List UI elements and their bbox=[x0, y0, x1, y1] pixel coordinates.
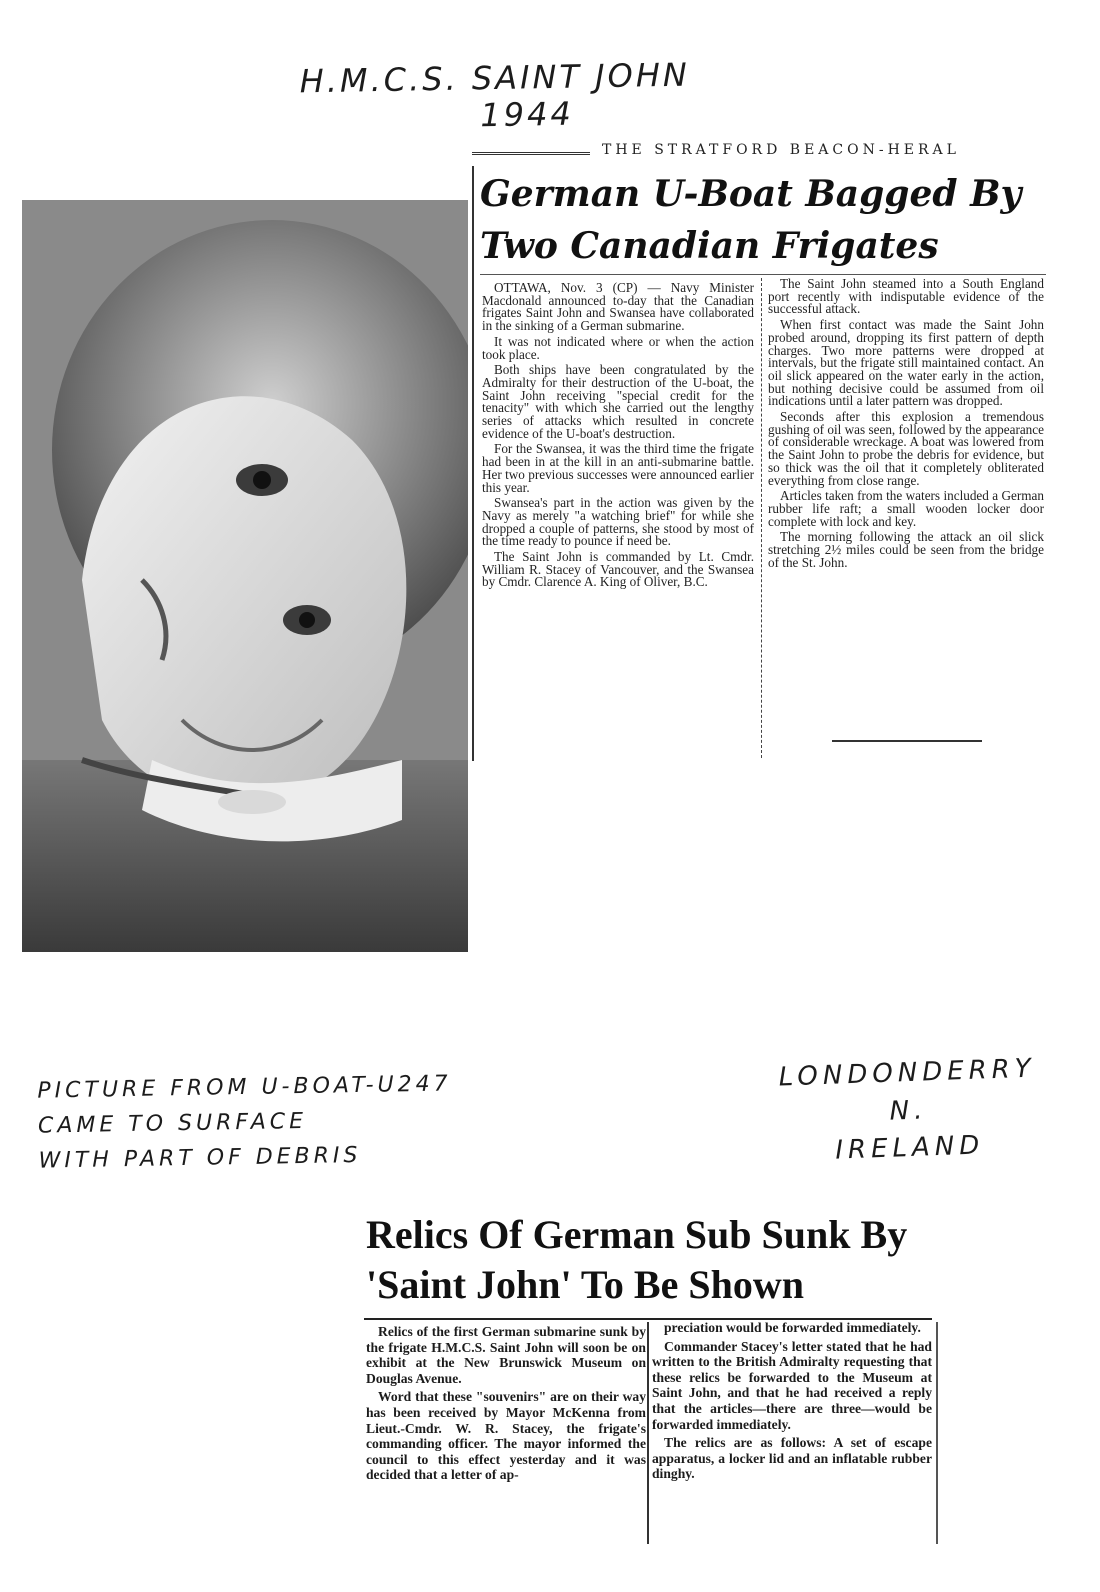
article-column-left bbox=[366, 1324, 646, 1486]
article-column-right bbox=[652, 1320, 932, 1485]
headline: German U-Boat Bagged By Two Canadian Frigates bbox=[480, 173, 1022, 267]
article-end-rule bbox=[832, 740, 982, 742]
newspaper-masthead bbox=[472, 142, 1050, 162]
location-line: N. bbox=[889, 1095, 928, 1127]
column-separator bbox=[647, 1322, 649, 1544]
uboat-photograph bbox=[22, 200, 468, 952]
paragraph: Seconds after this explosion a tremendous gushing of oil was seen, followed by the appearance of considerable wreckage. A boat was lowered from the Saint John to probe the debris for evidence, but so thick was the oil that it completely obliterated everything from close range. bbox=[768, 409, 1044, 488]
paragraph: For the Swansea, it was the third time the frigate had been in at the kill in an anti-submarine battle. Her two previous successes were announced earlier this year. bbox=[482, 441, 754, 495]
handwritten-ship-name: H.M.C.S. SAINT JOHN bbox=[299, 55, 691, 101]
paragraph: Relics of the first German submarine sunk by the frigate H.M.C.S. Saint John will soon be on exhibit at the New Brunswick Museum on Douglas Avenue. bbox=[366, 1324, 646, 1386]
paragraph: Articles taken from the waters included a German rubber life raft; a small wooden locker door complete with lock and key. bbox=[768, 488, 1044, 529]
paragraph: OTTAWA, Nov. 3 (CP) — Navy Minister Macdonald announced to-day that the Canadian frigates Saint John and Swansea have collaborated in the sinking of a German submarine. bbox=[482, 280, 754, 334]
paragraph: The Saint John steamed into a South England port recently with indisputable evidence of the successful attack. bbox=[768, 276, 1044, 317]
clipping-relics bbox=[360, 1204, 940, 1534]
masthead-rule bbox=[472, 152, 590, 155]
handwritten-location bbox=[778, 1051, 1039, 1173]
clipping-uboat-bagged bbox=[472, 166, 1050, 766]
paragraph: The Saint John is commanded by Lt. Cmdr. William R. Stacey of Vancouver, and the Swansea by Cmdr. Clarence A. King of Oliver, B.C. bbox=[482, 549, 754, 590]
caption-line: CAME TO SURFACE bbox=[37, 1109, 308, 1139]
handwritten-year: 1944 bbox=[479, 94, 575, 135]
article-column-left bbox=[482, 282, 754, 592]
caption-line: PICTURE FROM U-BOAT-U247 bbox=[37, 1071, 452, 1104]
clipping-left-rule bbox=[472, 166, 474, 761]
location-line: IRELAND bbox=[834, 1130, 985, 1166]
headline: Relics Of German Sub Sunk By 'Saint John' To Be Shown bbox=[366, 1212, 908, 1307]
paragraph: The morning following the attack an oil slick stretching 2½ miles could be seen from the bridge of the St. John. bbox=[768, 529, 1044, 570]
paragraph: Swansea's part in the action was given by the Navy as merely "a watching brief" for while she dropped a couple of patterns, she stood by most of the time ready to pounce if need be. bbox=[482, 495, 754, 549]
paragraph: preciation would be forwarded immediately. bbox=[664, 1320, 921, 1335]
paragraph: Both ships have been congratulated by the Admiralty for their destruction of the U-boat, the Saint John receiving "special credit for the tenacity" with which she carried out the lengthy series of attacks which resulted in concrete evidence of the U-boat's destruction. bbox=[482, 362, 754, 441]
article-column-right bbox=[768, 278, 1044, 572]
masthead-text: THE STRATFORD BEACON-HERAL bbox=[602, 142, 960, 158]
paragraph: Commander Stacey's letter stated that he had written to the British Admiralty requesting that these relics be forwarded to the Museum at Saint John, and that he had received a reply that the articles—there are three—would be forwarded immediately. bbox=[652, 1338, 932, 1432]
portrait-image bbox=[22, 200, 468, 952]
paragraph: When first contact was made the Saint John probed around, dropping its first pattern of depth charges. Two more patterns were dropped at intervals, but the frigate still maintained contact. An oil slick appeared on the water early in the action, but nothing decisive could be assumed from oil indications until a later pattern was dropped. bbox=[768, 317, 1044, 409]
clipping-right-rule bbox=[936, 1322, 938, 1544]
column-separator bbox=[761, 278, 762, 758]
paragraph: It was not indicated where or when the action took place. bbox=[482, 333, 754, 362]
handwritten-photo-caption bbox=[37, 1066, 453, 1179]
handwritten-title bbox=[299, 57, 690, 137]
location-line: LONDONDERRY bbox=[778, 1053, 1037, 1093]
paragraph: Word that these "souvenirs" are on their way has been received by Mayor McKenna from Lieut.-Cmdr. W. R. Stacey, the frigate's commanding officer. The mayor informed the council to this effect yesterday and it was decided that a letter of ap- bbox=[366, 1389, 646, 1483]
headline-rule bbox=[480, 274, 1046, 275]
caption-line: WITH PART OF DEBRIS bbox=[38, 1143, 362, 1174]
paragraph: The relics are as follows: A set of escape apparatus, a locker lid and an inflatable rubber dinghy. bbox=[652, 1435, 932, 1482]
